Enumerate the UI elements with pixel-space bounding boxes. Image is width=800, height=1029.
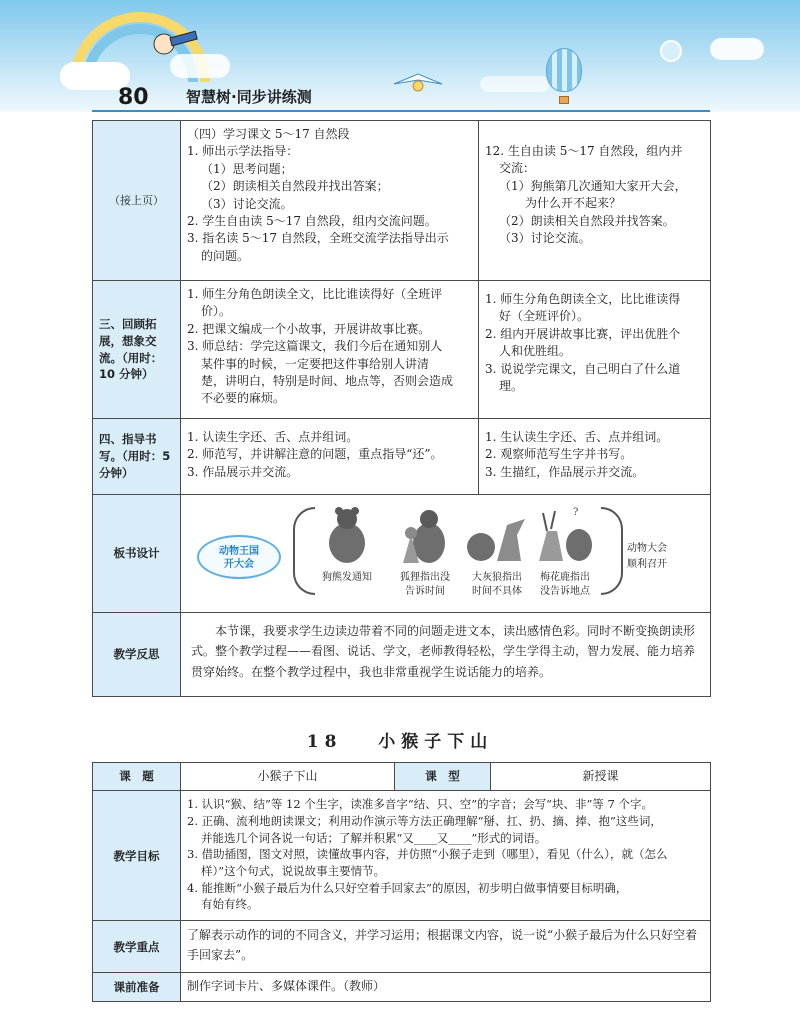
text-line: 2. 观察师范写生字并书写。 <box>485 447 633 462</box>
text-line: 2. 把课文编成一个小故事，开展讲故事比赛。 <box>187 321 431 336</box>
topic-value: 小猴子下山 <box>181 763 395 791</box>
table-row <box>93 921 711 973</box>
header-rule <box>92 110 710 112</box>
text-line: 为什么开不起来？ <box>525 196 622 211</box>
text-line: （1）思考问题； <box>201 161 293 176</box>
writing-student-cell <box>479 419 711 495</box>
caption-line: 没告诉地点 <box>540 586 590 597</box>
text-line: （四）学习课文 5～17 自然段 <box>187 127 350 141</box>
text-line: 1. 师出示学法指导： <box>187 144 299 159</box>
text-line: 2. 正确、流利地朗读课文；利用动作演示等方法正确理解“掰、扛、扔、摘、捧、抱”这些词， <box>187 814 662 829</box>
table-row <box>93 121 711 281</box>
review-student-cell <box>479 281 711 419</box>
table-row <box>93 791 711 921</box>
text-line: 交流： <box>499 161 536 176</box>
table-row <box>93 613 711 697</box>
text-line: 1. 认识“猴、结”等 12 个生字，读准多音字“结、只、空”的字音；会写“块、非”等 7 个字。 <box>187 797 653 812</box>
text-line: 4. 能推断“小猴子最后为什么只好空着手回家去”的原因，初步明白做事情要目标明确， <box>187 880 628 895</box>
side-line: 动物大会 <box>627 543 667 554</box>
child-with-telescope-icon <box>150 28 200 62</box>
cont-teacher-cell <box>181 121 479 281</box>
cloud-decoration <box>480 76 550 92</box>
cont-label: （接上页） <box>93 121 181 281</box>
book-title: 智慧树·同步讲练测 <box>186 88 312 106</box>
text-line: 1. 师生分角色朗读全文，比比谁读得 <box>485 292 681 306</box>
text-line: 3. 借助插图，图文对照，读懂故事内容，并仿照“小猴子走到（哪里），看见（什么），就（怎么 <box>187 847 668 862</box>
caption-bear <box>307 571 387 585</box>
cloud-decoration <box>710 38 764 60</box>
bear-wolf-figure-icon <box>459 505 531 565</box>
table-row <box>93 419 711 495</box>
caption-line: 告诉时间 <box>405 586 445 597</box>
text-line: 3. 作品展示并交流。 <box>187 464 299 479</box>
bear-figure-icon <box>311 505 383 565</box>
table-row <box>93 763 711 791</box>
text-line: 3. 指名读 5～17 自然段，全班交流学法指导出示 <box>187 231 449 246</box>
caption-line: 大灰狼指出 <box>472 572 522 583</box>
page-header <box>0 0 800 112</box>
oval-line-2: 开大会 <box>224 559 254 570</box>
text-line: 不必要的麻烦。 <box>201 391 286 406</box>
text-line: 楚，讲明白，特别是时间、地点等，否则会造成 <box>201 373 454 388</box>
caption-fox <box>385 571 465 599</box>
text-line: 2. 组内开展讲故事比赛，评出优胜个 <box>485 326 681 341</box>
board-design-cell <box>181 495 711 613</box>
key-cell <box>181 921 711 973</box>
text-line: 3. 说说学完课文，自己明白了什么道 <box>485 361 681 376</box>
lesson-heading <box>0 730 800 755</box>
text-line: 2. 师范写，并讲解注意的问题，重点指导“还”。 <box>187 447 443 462</box>
prep-label: 课前准备 <box>93 973 181 1001</box>
balloon-basket <box>559 96 569 104</box>
type-label: 课 型 <box>395 763 491 791</box>
lesson-plan-table <box>92 762 711 1002</box>
board-oval <box>197 535 281 579</box>
board-side-text <box>627 541 667 573</box>
key-text: 了解表示动作的词的不同含义，并学习运用；根据课文内容，说一说“小猴子最后为什么只好空着手回家去”。 <box>187 928 698 962</box>
text-line: 某件事的时候，一定要把这件事给别人讲清 <box>201 356 430 371</box>
reflection-cell <box>181 613 711 697</box>
table-row <box>93 495 711 613</box>
text-line: 2. 学生自由读 5～17 自然段，组内交流问题。 <box>187 213 437 228</box>
review-teacher-cell <box>181 281 479 419</box>
text-line: （2）朗读相关自然段并找答案。 <box>499 213 675 228</box>
hot-air-balloon-icon <box>546 48 582 92</box>
caption-line: 梅花鹿指出 <box>540 572 590 583</box>
writing-label: 四、指导书写。（用时：5 分钟） <box>93 419 181 495</box>
lesson-title: 小猴子下山 <box>378 732 494 752</box>
oval-line-1: 动物王国 <box>219 546 259 557</box>
text-line: 样）”这个句式，说说故事主要情节。 <box>201 864 386 879</box>
type-value: 新授课 <box>491 763 711 791</box>
text-line: （3）讨论交流。 <box>201 196 293 211</box>
prep-text: 制作字词卡片、多媒体课件。（教师） <box>187 979 386 994</box>
topic-label: 课 题 <box>93 763 181 791</box>
bear-deer-figure-icon <box>527 505 599 565</box>
caption-deer <box>525 571 605 599</box>
text-line: 人和优胜组。 <box>499 344 572 359</box>
text-line: 3. 生描红，作品展示并交流。 <box>485 464 645 479</box>
goals-label: 教学目标 <box>93 791 181 921</box>
svg-text:?: ? <box>573 507 579 518</box>
text-line: 1. 生认读生字还、舌、点并组词。 <box>485 430 669 444</box>
bear-fox-figure-icon <box>389 505 461 565</box>
text-line: 1. 认读生字还、舌、点并组词。 <box>187 430 359 444</box>
text-line: 理。 <box>499 378 524 393</box>
text-line: 有始有终。 <box>201 897 259 912</box>
caption-line: 狐狸指出没 <box>400 572 450 583</box>
cont-student-cell <box>479 121 711 281</box>
table-row <box>93 973 711 1001</box>
text-line: （3）讨论交流。 <box>499 230 591 245</box>
key-label: 教学重点 <box>93 921 181 973</box>
reflection-label: 教学反思 <box>93 613 181 697</box>
text-line: （2）朗读相关自然段并找出答案； <box>201 179 389 194</box>
text-line: 好（全班评价）。 <box>499 309 590 324</box>
side-line: 顺利召开 <box>627 559 667 570</box>
glider-icon <box>392 70 444 96</box>
prep-cell <box>181 973 711 1001</box>
reflection-text: 本节课，我要求学生边读边带着不同的问题走进文本，读出感情色彩。同时不断变换朗读形式。整个教学过程——看图、说话、学文，老师教得轻松，学生学得主动，智力发展、能力培养贯穿始终。在整个教学过程中，我也非常重视学生说话能力的培养。 <box>191 624 696 679</box>
caption-line: 狗熊发通知 <box>322 572 372 583</box>
text-line: 1. 师生分角色朗读全文，比比谁读得好（全班评 <box>187 287 443 301</box>
text-line: 的问题。 <box>201 248 250 263</box>
caption-line: 时间不具体 <box>472 586 522 597</box>
sun-icon <box>660 40 682 62</box>
page-number: 80 <box>118 85 149 110</box>
lesson-plan-table-continued <box>92 120 711 697</box>
table-row <box>93 281 711 419</box>
text-line: 价）。 <box>201 304 232 319</box>
review-label: 三、回顾拓展，想象交流。（用时：10 分钟） <box>93 281 181 419</box>
text-line: 3. 师总结：学完这篇课文，我们今后在通知别人 <box>187 339 443 354</box>
text-line: （1）狗熊第几次通知大家开大会， <box>499 178 687 193</box>
lesson-number: 18 <box>306 732 343 752</box>
text-line: 12. 生自由读 5～17 自然段，组内并 <box>485 144 683 158</box>
writing-teacher-cell <box>181 419 479 495</box>
text-line: 并能选几个词各说一句话；了解并积累“又____又____”形式的词语。 <box>201 830 547 845</box>
board-design <box>181 495 710 603</box>
board-label: 板书设计 <box>93 495 181 613</box>
goals-cell <box>181 791 711 921</box>
